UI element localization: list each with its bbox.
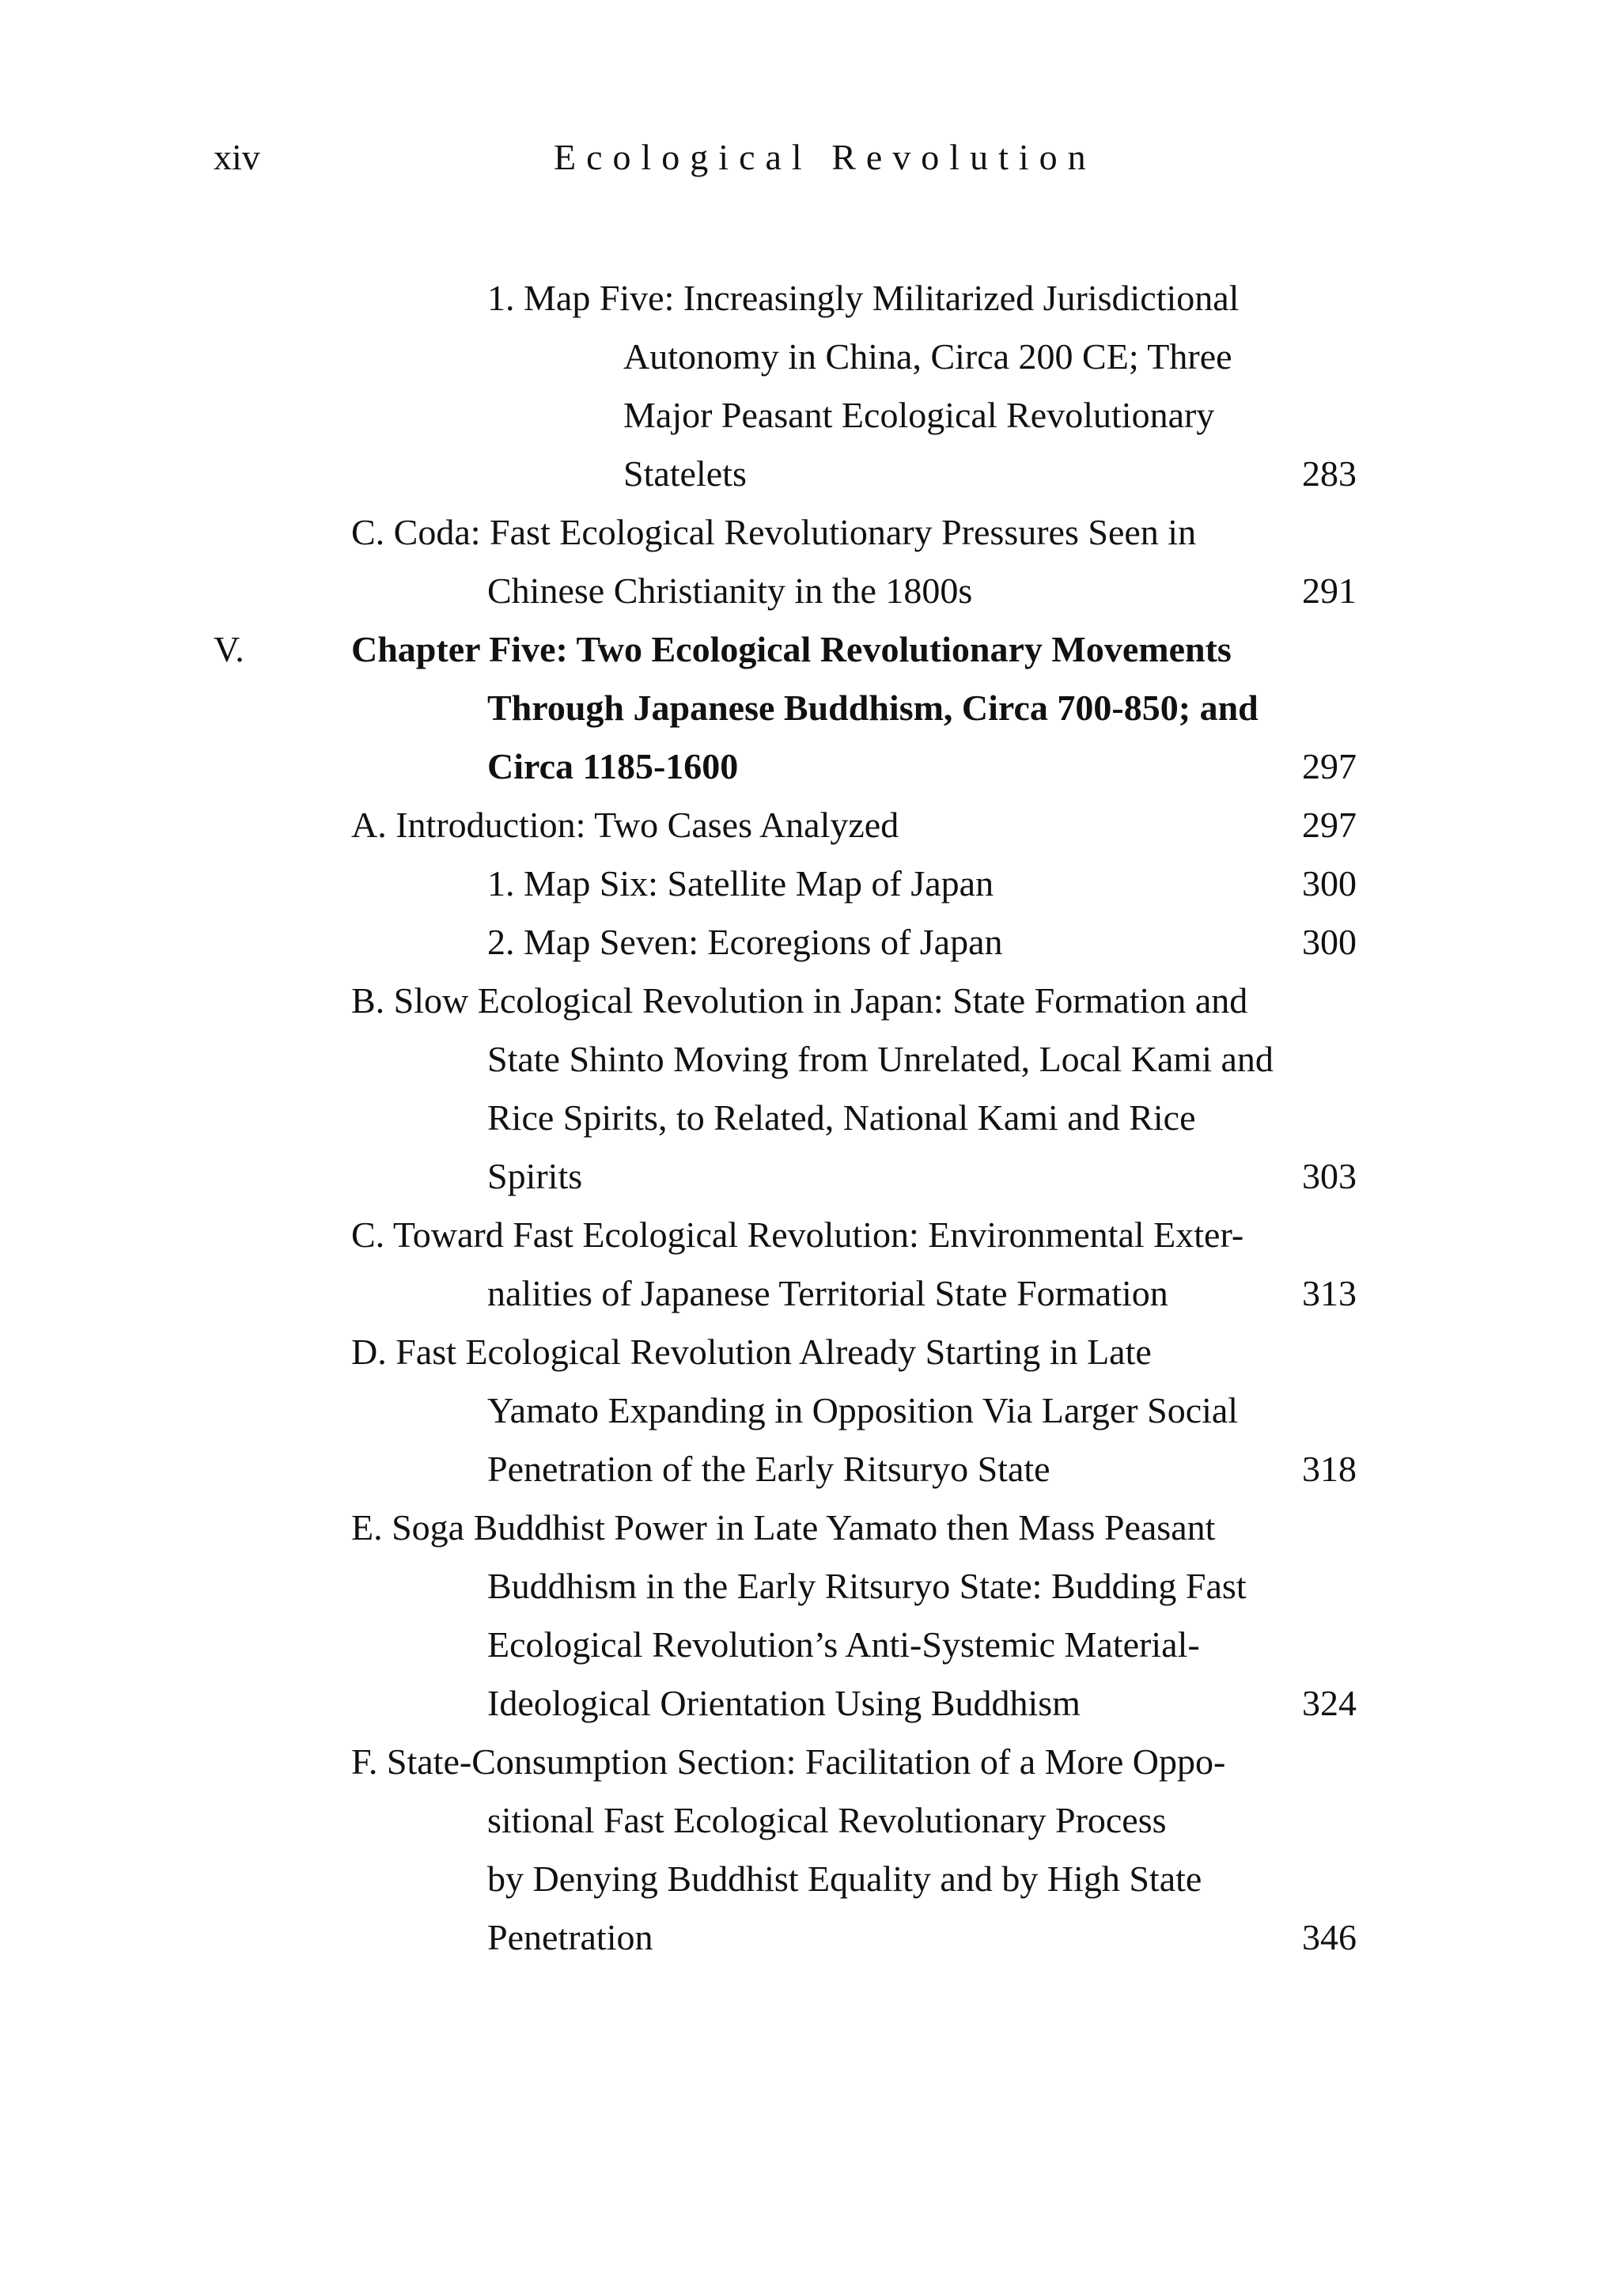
toc-entry (0, 503, 1620, 620)
toc-entry-line: F. State-Consumption Section: Facilitation of a More Oppo- (351, 1741, 1226, 1782)
toc-page-number: 324 (1302, 1683, 1357, 1723)
toc-entry-line: E. Soga Buddhist Power in Late Yamato then Mass Peasant (351, 1507, 1216, 1548)
toc-entry-line: A. Introduction: Two Cases Analyzed (351, 805, 899, 845)
toc-entry (0, 913, 1620, 972)
toc-entry (0, 1323, 1620, 1498)
toc-entry (0, 269, 1620, 503)
running-title: Ecological Revolution (554, 137, 1096, 177)
page-folio: xiv (214, 137, 260, 177)
toc-entry-line: C. Coda: Fast Ecological Revolutionary Pressures Seen in (351, 512, 1197, 552)
toc-entry (0, 1498, 1620, 1733)
toc-entry-line: Penetration (487, 1917, 653, 1957)
toc-entry-line: 1. Map Five: Increasingly Militarized Jurisdictional (487, 278, 1240, 318)
toc-chapter-numeral: V. (214, 629, 244, 669)
toc-entry-line: Chinese Christianity in the 1800s (487, 570, 973, 611)
toc-entry-line: sitional Fast Ecological Revolutionary Process (487, 1800, 1167, 1840)
toc-page-number: 300 (1302, 922, 1357, 962)
toc-entry-line: B. Slow Ecological Revolution in Japan: State Formation and (351, 980, 1248, 1021)
toc-page-number: 346 (1302, 1917, 1357, 1957)
toc-entry (0, 796, 1620, 854)
toc-entry-line: Chapter Five: Two Ecological Revolutionary Movements (351, 629, 1232, 669)
toc-entry-line: Spirits (487, 1156, 583, 1196)
toc-entry-line: Ecological Revolution’s Anti-Systemic Material- (487, 1624, 1200, 1665)
toc-entry-line: C. Toward Fast Ecological Revolution: Environmental Exter- (351, 1214, 1244, 1255)
toc-entry-line: Ideological Orientation Using Buddhism (487, 1683, 1081, 1723)
toc-page-number: 283 (1302, 453, 1357, 494)
toc-entry-line: Statelets (623, 453, 747, 494)
toc-entry-line: Rice Spirits, to Related, National Kami and Rice (487, 1097, 1196, 1138)
toc-entry-line: Circa 1185-1600 (487, 746, 739, 786)
toc-page-number: 303 (1302, 1156, 1357, 1196)
table-of-contents (0, 269, 1620, 1967)
toc-entry-line: Penetration of the Early Ritsuryo State (487, 1449, 1050, 1489)
toc-page-number: 318 (1302, 1449, 1357, 1489)
toc-entry-line: Major Peasant Ecological Revolutionary (623, 395, 1215, 435)
toc-entry-line: 1. Map Six: Satellite Map of Japan (487, 863, 994, 904)
toc-entry-line: Yamato Expanding in Opposition Via Larger Social (487, 1390, 1239, 1430)
toc-page-number: 291 (1302, 570, 1357, 611)
toc-entry (0, 1206, 1620, 1323)
toc-chapter-entry (0, 620, 1620, 796)
running-head (0, 136, 1620, 191)
toc-entry-line: 2. Map Seven: Ecoregions of Japan (487, 922, 1003, 962)
toc-entry-line: by Denying Buddhist Equality and by High State (487, 1858, 1202, 1899)
toc-page-number: 313 (1302, 1273, 1357, 1313)
toc-entry-line: Autonomy in China, Circa 200 CE; Three (623, 336, 1232, 377)
toc-entry-line: Through Japanese Buddhism, Circa 700-850; and (487, 688, 1259, 728)
toc-entry (0, 1733, 1620, 1967)
toc-entry-line: Buddhism in the Early Ritsuryo State: Budding Fast (487, 1566, 1247, 1606)
toc-page-number: 300 (1302, 863, 1357, 904)
toc-page-number: 297 (1302, 805, 1357, 845)
toc-entry (0, 854, 1620, 913)
toc-entry-line: nalities of Japanese Territorial State Formation (487, 1273, 1168, 1313)
toc-entry-line: D. Fast Ecological Revolution Already Starting in Late (351, 1332, 1152, 1372)
toc-entry-line: State Shinto Moving from Unrelated, Local Kami and (487, 1039, 1274, 1079)
toc-entry (0, 972, 1620, 1206)
toc-page-number: 297 (1302, 746, 1357, 786)
